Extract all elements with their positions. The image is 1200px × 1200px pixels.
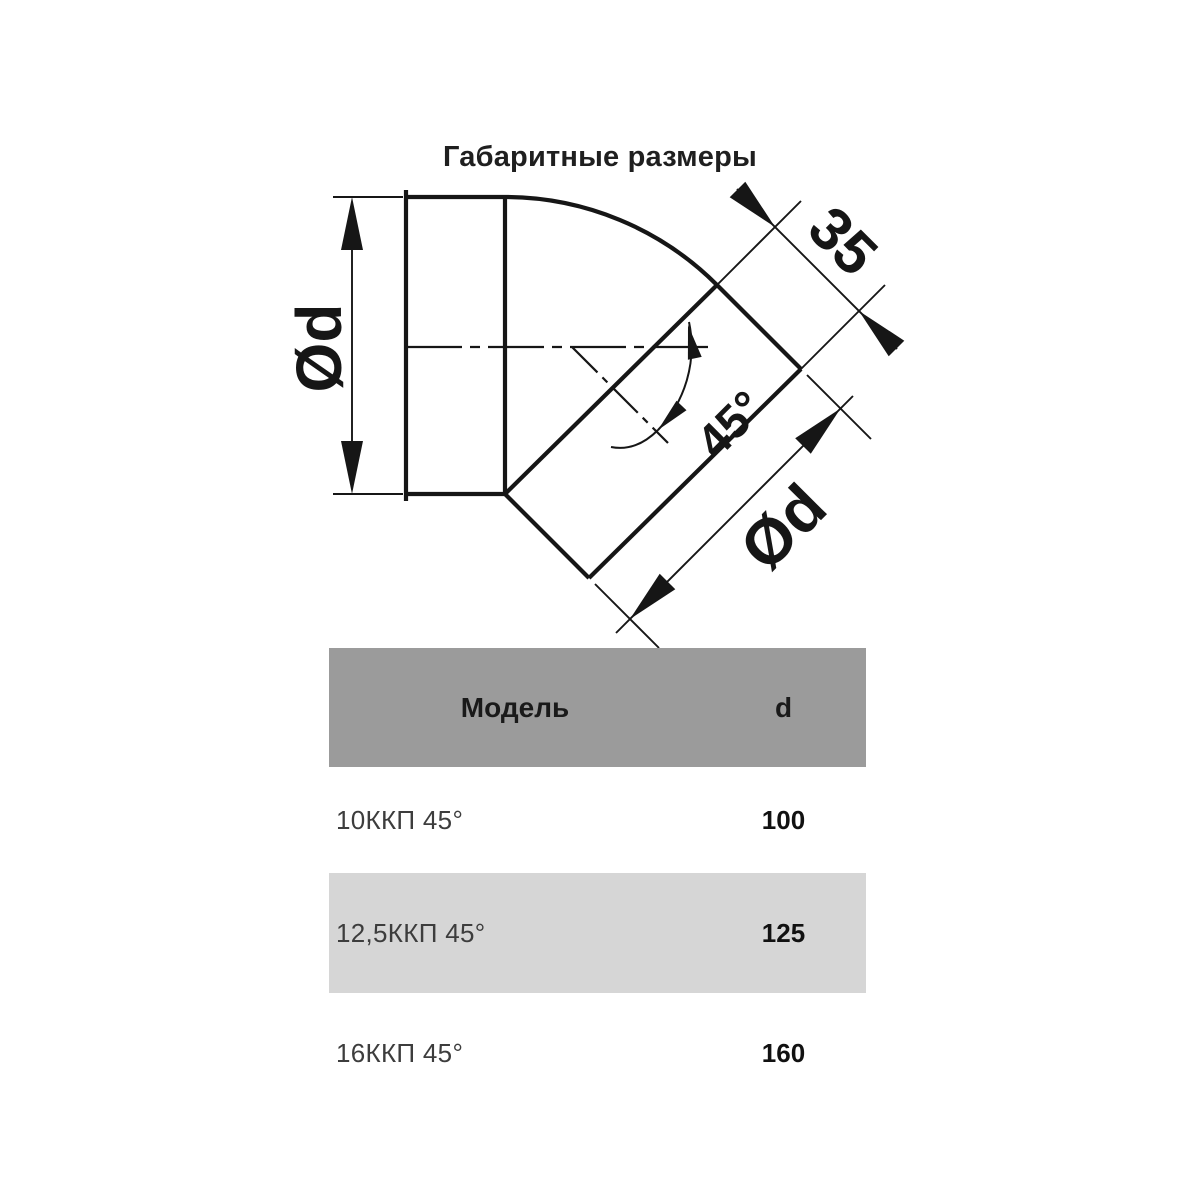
page-title: Габаритные размеры [443,141,757,173]
outer-arc [505,197,717,285]
header-d: d [774,691,793,723]
arrowhead-arc-bottom-icon [658,401,687,430]
angle-label: 45° [686,380,774,468]
header-model: Модель [460,691,570,723]
dimension-length-35 [711,182,904,375]
table-row [329,993,866,1113]
arrowhead-inward-right-icon [859,311,904,356]
length-35-label: 35 [795,193,891,289]
inlet-diameter-label: Ød [283,303,355,393]
dimension-inlet-diameter [283,197,403,494]
arrowhead-down-icon [341,441,363,494]
outlet-centerline [572,347,668,443]
dimension-angle [611,322,774,468]
cell-d: 125 [761,917,806,948]
arrowhead-up-icon [341,197,363,250]
cell-d: 100 [761,804,806,835]
table-row [329,873,866,993]
angle-arc-tail [611,430,658,448]
dimensions-table [329,648,866,1113]
cell-d: 160 [761,1037,806,1068]
arrowhead-arc-top-icon [688,325,702,360]
cell-model: 16ККП 45° [336,1037,464,1068]
outlet-outer-wall [717,285,801,369]
arrowhead-inward-left-icon [730,182,775,227]
cell-model: 10ККП 45° [336,804,464,835]
miter-face-line [505,285,717,494]
cell-model: 12,5ККП 45° [336,917,486,948]
table-row [329,767,866,873]
centerlines [406,347,712,443]
outlet-diameter-label: Ød [726,470,840,584]
table-header-row [329,648,866,767]
outlet-inner-wall [505,494,589,578]
